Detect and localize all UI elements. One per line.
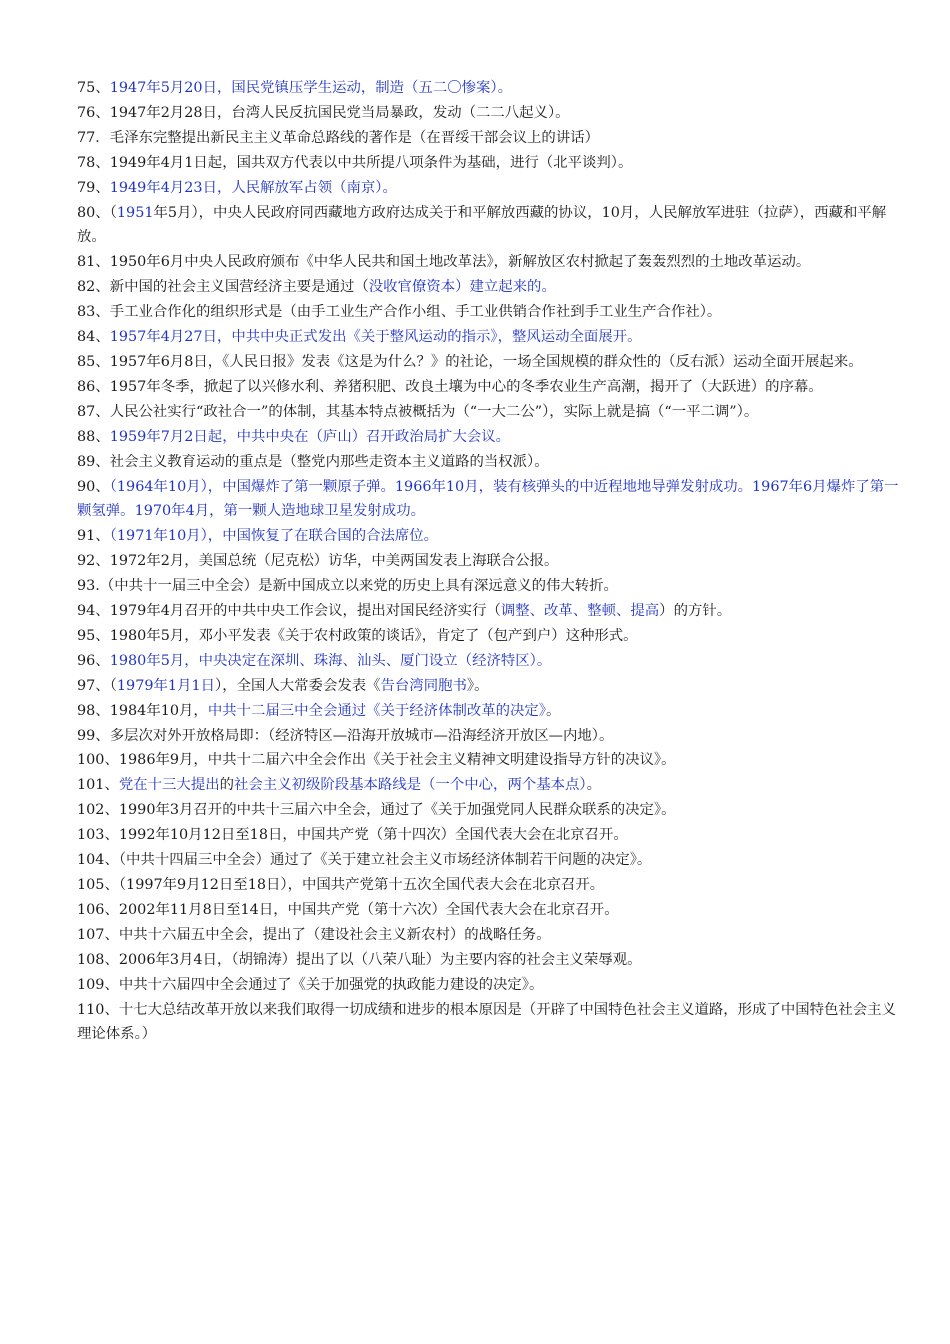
item-text: 82、新中国的社会主义国营经济主要是通过（ — [77, 279, 369, 296]
list-item — [77, 624, 910, 649]
list-item — [77, 748, 910, 773]
item-text: 90、 — [77, 478, 110, 495]
item-text: 105、（1997年9月12日至18日），中国共产党第十五次全国代表大会在北京召开。 — [77, 877, 605, 893]
list-item — [77, 350, 910, 375]
item-text: 100、1986年9月，中共十二届六中全会作出《关于社会主义精神文明建设指导方针的决议》。 — [77, 752, 676, 769]
highlighted-text: 调整、改革、整顿、提高 — [500, 603, 660, 620]
item-text: 94、1979年4月召开的中共中央工作会议，提出对国民经济实行（ — [77, 603, 501, 620]
item-text: 78、1949年4月1日起，国共双方代表以中共所提八项条件为基础，进行（北平谈判）。 — [77, 154, 633, 171]
list-item — [77, 375, 910, 400]
list-item — [77, 425, 910, 450]
item-text: 98、1984年10月， — [77, 702, 208, 719]
item-text: 102、1990年3月召开的中共十三届六中全会，通过了《关于加强党同人民群众联系的决定》。 — [77, 802, 676, 819]
highlighted-text: 1957年4月27日，中共中央正式发出《关于整风运动的指示》，整风运动全面展开。 — [109, 329, 642, 346]
list-item — [77, 948, 910, 973]
item-text: ），全国人大常委会发表《 — [215, 677, 381, 694]
highlighted-text: 告台湾同胞书 — [380, 677, 467, 694]
highlighted-text: 没收官僚资本）建立起来的。 — [368, 279, 556, 296]
highlighted-text: 1951 — [116, 204, 154, 221]
highlighted-text: 1949年4月23日，人民解放军占领（南京）。 — [109, 179, 397, 196]
list-item — [77, 898, 910, 923]
list-item — [77, 998, 910, 1048]
list-item — [77, 823, 910, 848]
list-item — [77, 599, 910, 624]
highlighted-text: 1980年5月，中央决定在深圳、珠海、汕头、厦门设立（经济特区）。 — [109, 652, 552, 669]
list-item — [77, 76, 910, 101]
list-item — [77, 250, 910, 275]
list-item — [77, 923, 910, 948]
item-text: 79、 — [77, 179, 110, 196]
list-item — [77, 151, 910, 176]
item-text: 》。 — [466, 677, 489, 694]
highlighted-text: 党在十三大提出 — [118, 777, 220, 794]
item-text: 109、中共十六届四中全会通过了《关于加强党的执政能力建设的决定》。 — [77, 976, 544, 993]
question-list — [77, 76, 910, 1047]
item-text: 92、1972年2月，美国总统（尼克松）访华，中美两国发表上海联合公报。 — [77, 553, 559, 570]
highlighted-text: （1964年10月），中国爆炸了第一颗原子弹。1966年10月，装有核弹头的中近程地地导弹发射成功。1967年6月爆炸了第一颗氢弹。1970年4月，第一颗人造地球卫星发射成功。 — [77, 478, 899, 520]
list-item — [77, 201, 910, 251]
highlighted-text: 1959年7月2日起，中共中央在（庐山）召开政治局扩大会议。 — [109, 428, 511, 445]
list-item — [77, 450, 910, 475]
item-text: 76、1947年2月28日，台湾人民反抗国民党当局暴政，发动（二二八起义）。 — [77, 104, 570, 121]
item-text: 87、人民公社实行“政社合一”的体制，其基本特点被概括为（“一大二公”），实际上就是搞（“一平二调”）。 — [77, 403, 759, 420]
item-text: 103、1992年10月12日至18日，中国共产党（第十四次）全国代表大会在北京召开。 — [77, 827, 628, 844]
item-text: 110、十七大总结改革开放以来我们取得一切成绩和进步的根本原因是（开辟了中国特色社会主义道路，形成了中国特色社会主义理论体系。） — [77, 1001, 896, 1043]
list-item — [77, 400, 910, 425]
item-text: 年5月），中央人民政府同西藏地方政府达成关于和平解放西藏的协议，10月，人民解放军进驻（拉萨），西藏和平解放。 — [77, 204, 887, 246]
item-text: 107、中共十六届五中全会，提出了（建设社会主义新农村）的战略任务。 — [77, 926, 551, 943]
list-item — [77, 798, 910, 823]
item-text: 97、（ — [77, 677, 117, 694]
item-text: 106、2002年11月8日至14日，中国共产党（第十六次）全国代表大会在北京召开。 — [77, 901, 619, 918]
list-item — [77, 524, 910, 549]
list-item — [77, 724, 910, 749]
item-text: 89、社会主义教育运动的重点是（整党内那些走资本主义道路的当权派）。 — [77, 453, 549, 470]
list-item — [77, 101, 910, 126]
item-text: ）的方针。 — [659, 603, 732, 620]
list-item — [77, 699, 910, 724]
item-text: 86、1957年冬季，掀起了以兴修水利、养猪积肥、改良土壤为中心的冬季农业生产高潮，揭开了（大跃进）的序幕。 — [77, 378, 823, 395]
item-text: 91、 — [77, 528, 110, 545]
item-text: 的 — [219, 777, 235, 794]
highlighted-text: 中共十二届三中全会通过《关于经济体制改革的决定》 — [207, 702, 546, 719]
item-text: 96、 — [77, 652, 110, 669]
list-item — [77, 176, 910, 201]
item-text: 84、 — [77, 329, 110, 346]
list-item — [77, 873, 910, 898]
item-text: 83、手工业合作化的组织形式是（由手工业生产合作小组、手工业供销合作社到手工业生产合作社）。 — [77, 304, 722, 321]
item-text: 93.（中共十一届三中全会）是新中国成立以来党的历史上具有深远意义的伟大转折。 — [77, 578, 618, 595]
list-item — [77, 475, 910, 525]
highlighted-text: 1947年5月20日，国民党镇压学生运动，制造（五二〇惨案）。 — [109, 80, 512, 96]
list-item — [77, 574, 910, 599]
list-item — [77, 549, 910, 574]
list-item — [77, 848, 910, 873]
item-text: 88、 — [77, 428, 110, 445]
item-text: 95、1980年5月，邓小平发表《关于农村政策的谈话》，肯定了（包产到户）这种形式。 — [77, 627, 638, 644]
item-text: 80、（ — [77, 204, 117, 221]
list-item — [77, 773, 910, 798]
highlighted-text: （1971年10月），中国恢复了在联合国的合法席位。 — [109, 528, 439, 545]
highlighted-text: 1979年1月1日 — [116, 677, 216, 694]
list-item — [77, 126, 910, 151]
list-item — [77, 325, 910, 350]
item-text: 85、1957年6月8日，《人民日报》发表《这是为什么？》的社论，一场全国规模的群众性的（反右派）运动全面开展起来。 — [77, 353, 863, 370]
item-text: 81、1950年6月中央人民政府颁布《中华人民共和国土地改革法》，新解放区农村掀起了轰轰烈烈的土地改革运动。 — [77, 254, 811, 271]
item-text: 。 — [546, 702, 561, 719]
highlighted-text: 社会主义初级阶段基本路线是（一个中心，两个基本点） — [234, 777, 587, 794]
list-item — [77, 674, 910, 699]
item-text: 104、（中共十四届三中全会）通过了《关于建立社会主义市场经济体制若干问题的决定》。 — [77, 852, 652, 869]
list-item — [77, 973, 910, 998]
item-text: 99、多层次对外开放格局即：（经济特区—沿海开放城市—沿海经济开放区—内地）。 — [77, 727, 614, 744]
item-text: 。 — [586, 777, 601, 794]
item-text: 101、 — [77, 777, 119, 794]
item-text: 77．毛泽东完整提出新民主主义革命总路线的著作是（在晋绥干部会议上的讲话） — [77, 129, 599, 146]
item-text: 108、2006年3月4日，（胡锦涛）提出了以（八荣八耻）为主要内容的社会主义荣辱观。 — [77, 951, 642, 968]
list-item — [77, 300, 910, 325]
item-text: 75、 — [77, 80, 110, 96]
list-item — [77, 275, 910, 300]
list-item — [77, 649, 910, 674]
